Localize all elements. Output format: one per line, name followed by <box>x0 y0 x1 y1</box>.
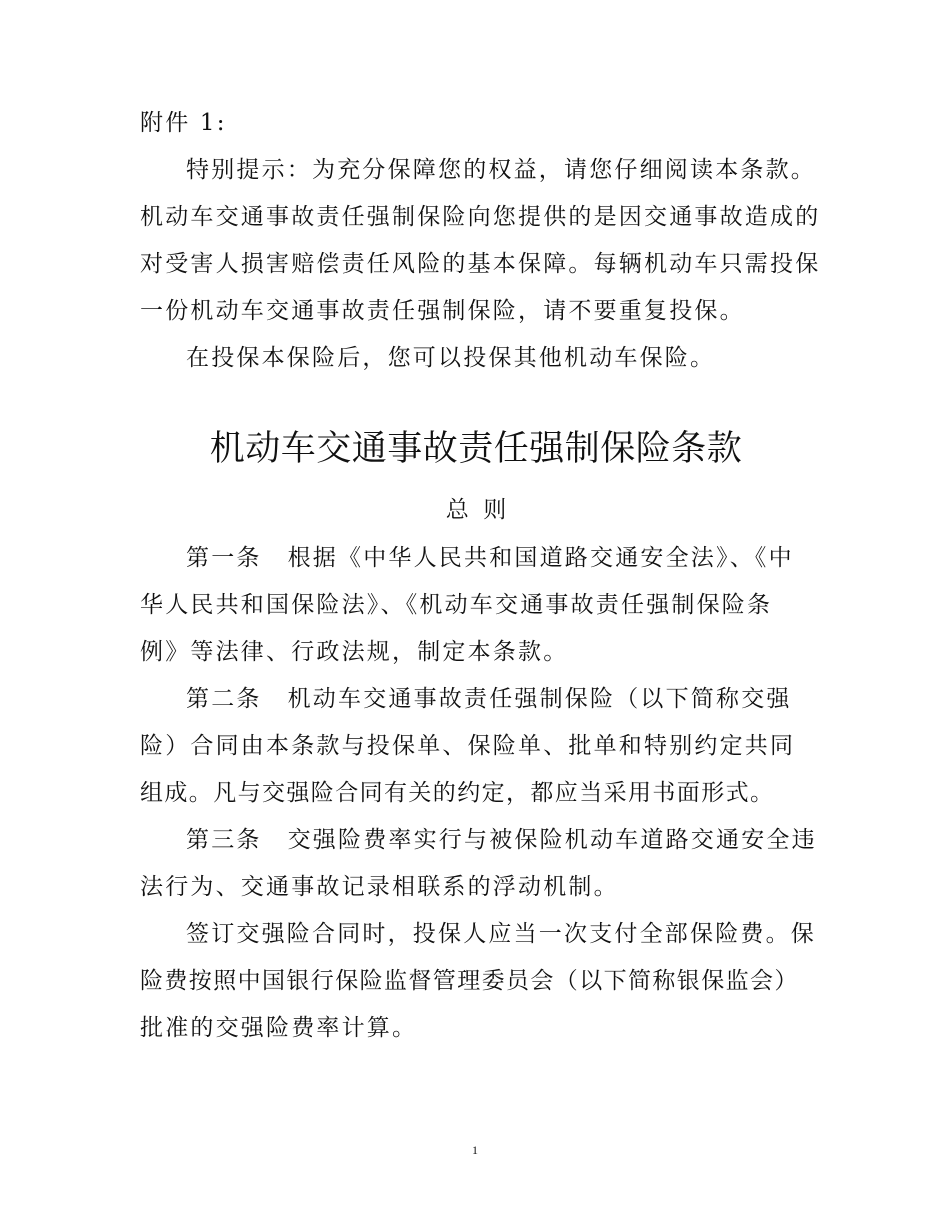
special-notice <box>140 147 821 382</box>
article-text: 险）合同由本条款与投保单、保险单、批单和特别约定共同 <box>140 733 796 759</box>
notice-line: 一份机动车交通事故责任强制保险，请不要重复投保。 <box>140 298 745 324</box>
page-content <box>140 100 821 1052</box>
notice-line: 对受害人损害赔偿责任风险的基本保障。每辆机动车只需投保 <box>140 251 821 277</box>
paragraph-line: 批准的交强险费率计算。 <box>140 1015 418 1041</box>
article-label: 第一条 <box>186 545 262 571</box>
paragraph-line: 险费按照中国银行保险监督管理委员会（以下简称银保监会） <box>140 968 799 994</box>
notice-line: 在投保本保险后，您可以投保其他机动车保险。 <box>186 345 716 371</box>
notice-line: 特别提示：为充分保障您的权益，请您仔细阅读本条款。 <box>186 157 816 183</box>
attachment-label: 附件 1: <box>140 110 227 136</box>
article-text: 机动车交通事故责任强制保险（以下简称交强 <box>287 686 792 712</box>
notice-line: 机动车交通事故责任强制保险向您提供的是因交通事故造成的 <box>140 204 821 230</box>
article-1 <box>140 535 812 676</box>
article-2 <box>140 676 812 817</box>
article-text: 根据《中华人民共和国道路交通安全法》、《中 <box>287 545 794 571</box>
article-text: 法行为、交通事故记录相联系的浮动机制。 <box>140 874 619 900</box>
article-text: 交强险费率实行与被保险机动车道路交通安全违 <box>287 827 817 853</box>
page-number: 1 <box>472 1143 478 1157</box>
article-label: 第三条 <box>186 827 262 853</box>
document-title: 机动车交通事故责任强制保险条款 <box>209 429 743 469</box>
paragraph-line: 签订交强险合同时，投保人应当一次支付全部保险费。保 <box>186 921 816 947</box>
article-text: 组成。凡与交强险合同有关的约定，都应当采用书面形式。 <box>140 780 775 806</box>
premium-paragraph <box>140 911 816 1052</box>
article-label: 第二条 <box>186 686 262 712</box>
article-text: 华人民共和国保险法》、《机动车交通事故责任强制保险条 <box>140 592 773 618</box>
article-text: 例》等法律、行政法规，制定本条款。 <box>140 639 569 665</box>
section-heading: 总 则 <box>445 497 507 523</box>
article-3 <box>140 817 817 911</box>
